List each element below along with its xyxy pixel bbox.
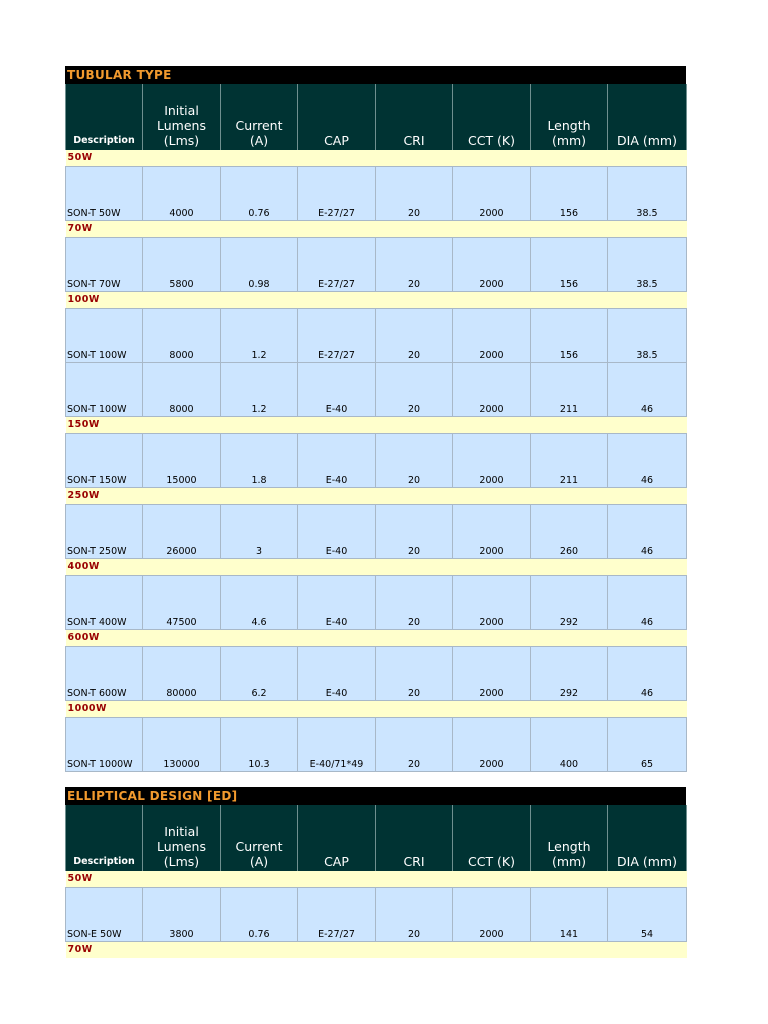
table-cell: 47500 — [143, 576, 221, 630]
table-row — [66, 363, 687, 417]
wattage-label: 400W — [66, 559, 687, 576]
table-cell: 211 — [531, 434, 608, 488]
table-cell: 141 — [531, 888, 608, 942]
table-cell: 20 — [376, 718, 453, 772]
column-header: CAP — [298, 84, 376, 150]
wattage-group-row — [66, 221, 687, 238]
table-cell: 46 — [608, 363, 687, 417]
column-header: Length (mm) — [531, 84, 608, 150]
table-cell: 46 — [608, 647, 687, 701]
wattage-group-row — [66, 701, 687, 718]
table-cell: 8000 — [143, 363, 221, 417]
column-header: DIA (mm) — [608, 805, 687, 871]
table-cell: 5800 — [143, 238, 221, 292]
table-cell: 1.2 — [221, 363, 298, 417]
spec-table — [65, 84, 687, 772]
table-cell: 1.2 — [221, 309, 298, 363]
table-cell: 54 — [608, 888, 687, 942]
table-cell: 38.5 — [608, 167, 687, 221]
table-cell: 38.5 — [608, 309, 687, 363]
column-header: CAP — [298, 805, 376, 871]
table-cell: 2000 — [453, 434, 531, 488]
table-cell: SON-T 250W — [66, 505, 143, 559]
table-cell: 400 — [531, 718, 608, 772]
table-cell: 1.8 — [221, 434, 298, 488]
wattage-label: 1000W — [66, 701, 687, 718]
table-cell: 15000 — [143, 434, 221, 488]
wattage-group-row — [66, 488, 687, 505]
table-cell: 2000 — [453, 363, 531, 417]
table-cell: 46 — [608, 434, 687, 488]
table-cell: 20 — [376, 309, 453, 363]
wattage-label: 100W — [66, 292, 687, 309]
column-header: Description — [66, 805, 143, 871]
table-cell: 38.5 — [608, 238, 687, 292]
table-cell: 20 — [376, 434, 453, 488]
table-cell: 292 — [531, 576, 608, 630]
table-cell: E-40 — [298, 576, 376, 630]
table-cell: E-27/27 — [298, 888, 376, 942]
table-cell: 20 — [376, 888, 453, 942]
wattage-label: 150W — [66, 417, 687, 434]
wattage-label: 50W — [66, 150, 687, 167]
wattage-group-row — [66, 630, 687, 647]
table-row — [66, 167, 687, 221]
table-cell: 20 — [376, 505, 453, 559]
wattage-group-row — [66, 150, 687, 167]
table-cell: E-40 — [298, 647, 376, 701]
column-header: Description — [66, 84, 143, 150]
table-cell: 4.6 — [221, 576, 298, 630]
wattage-group-row — [66, 871, 687, 888]
wattage-label: 250W — [66, 488, 687, 505]
table-cell: SON-E 50W — [66, 888, 143, 942]
table-cell: 26000 — [143, 505, 221, 559]
table-cell: 130000 — [143, 718, 221, 772]
table-row — [66, 718, 687, 772]
table-cell: 2000 — [453, 505, 531, 559]
table-cell: 20 — [376, 238, 453, 292]
table-cell: SON-T 400W — [66, 576, 143, 630]
column-header: CCT (K) — [453, 84, 531, 150]
table-cell: 6.2 — [221, 647, 298, 701]
column-header: Current (A) — [221, 805, 298, 871]
table-cell: 2000 — [453, 309, 531, 363]
column-header: Length (mm) — [531, 805, 608, 871]
table-cell: 10.3 — [221, 718, 298, 772]
table-cell: 2000 — [453, 647, 531, 701]
column-header: Initial Lumens (Lms) — [143, 805, 221, 871]
table-cell: 20 — [376, 647, 453, 701]
table-cell: E-40 — [298, 434, 376, 488]
table-cell: 20 — [376, 363, 453, 417]
table-cell: E-27/27 — [298, 238, 376, 292]
wattage-group-row — [66, 417, 687, 434]
table-cell: 65 — [608, 718, 687, 772]
wattage-label: 70W — [66, 942, 687, 959]
table-cell: SON-T 100W — [66, 363, 143, 417]
table-cell: 0.76 — [221, 888, 298, 942]
table-cell: E-27/27 — [298, 167, 376, 221]
table-cell: SON-T 50W — [66, 167, 143, 221]
table-cell: E-27/27 — [298, 309, 376, 363]
table-cell: 2000 — [453, 718, 531, 772]
table-cell: 211 — [531, 363, 608, 417]
column-header: Initial Lumens (Lms) — [143, 84, 221, 150]
table-cell: 0.98 — [221, 238, 298, 292]
spec-table — [65, 805, 687, 958]
table-cell: SON-T 150W — [66, 434, 143, 488]
table-cell: 80000 — [143, 647, 221, 701]
section-title: ELLIPTICAL DESIGN [ED] — [65, 787, 686, 805]
table-cell: 2000 — [453, 576, 531, 630]
table-cell: 4000 — [143, 167, 221, 221]
table-cell: 156 — [531, 167, 608, 221]
table-cell: 292 — [531, 647, 608, 701]
table-cell: E-40 — [298, 363, 376, 417]
table-cell: 156 — [531, 238, 608, 292]
table-row — [66, 888, 687, 942]
table-cell: 46 — [608, 576, 687, 630]
table-cell: 20 — [376, 167, 453, 221]
wattage-label: 70W — [66, 221, 687, 238]
table-row — [66, 309, 687, 363]
column-header: CRI — [376, 805, 453, 871]
table-cell: 3800 — [143, 888, 221, 942]
table-row — [66, 238, 687, 292]
table-cell: E-40/71*49 — [298, 718, 376, 772]
table-cell: 0.76 — [221, 167, 298, 221]
table-row — [66, 434, 687, 488]
table-row — [66, 647, 687, 701]
table-cell: 3 — [221, 505, 298, 559]
table-cell: SON-T 1000W — [66, 718, 143, 772]
column-header: DIA (mm) — [608, 84, 687, 150]
column-header: CRI — [376, 84, 453, 150]
table-cell: 260 — [531, 505, 608, 559]
column-header: Current (A) — [221, 84, 298, 150]
tubular-type-section — [65, 66, 686, 772]
wattage-label: 50W — [66, 871, 687, 888]
wattage-group-row — [66, 292, 687, 309]
table-cell: 20 — [376, 576, 453, 630]
elliptical-design-section — [65, 787, 686, 958]
table-cell: 2000 — [453, 888, 531, 942]
table-cell: 46 — [608, 505, 687, 559]
table-cell: SON-T 100W — [66, 309, 143, 363]
table-cell: 2000 — [453, 167, 531, 221]
table-cell: 2000 — [453, 238, 531, 292]
wattage-group-row — [66, 942, 687, 959]
table-cell: SON-T 70W — [66, 238, 143, 292]
table-cell: SON-T 600W — [66, 647, 143, 701]
table-cell: 156 — [531, 309, 608, 363]
table-cell: 8000 — [143, 309, 221, 363]
wattage-group-row — [66, 559, 687, 576]
table-cell: E-40 — [298, 505, 376, 559]
wattage-label: 600W — [66, 630, 687, 647]
table-row — [66, 505, 687, 559]
column-header: CCT (K) — [453, 805, 531, 871]
section-title: TUBULAR TYPE — [65, 66, 686, 84]
table-row — [66, 576, 687, 630]
